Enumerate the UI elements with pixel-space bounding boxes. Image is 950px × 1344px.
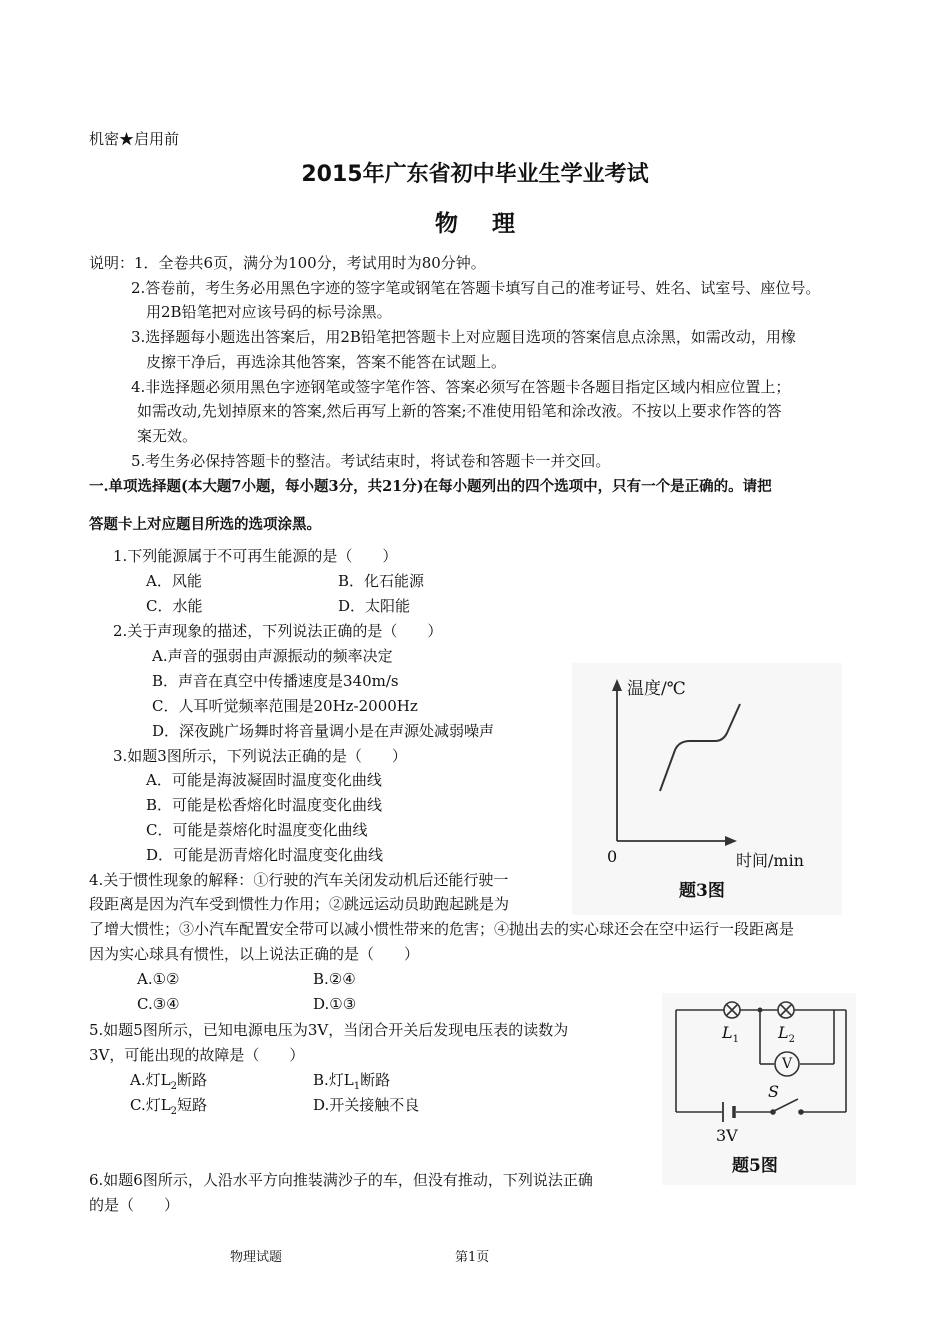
fig5-label-l1: $L_1$ [722, 1023, 739, 1046]
question-1-stem: 1.下列能源属于不可再生能源的是（ ） [113, 547, 398, 565]
instruction-line: 5.考生务必保持答题卡的整洁。考试结束时，将试卷和答题卡一并交回。 [131, 452, 611, 470]
q3-option-b: B．可能是松香熔化时温度变化曲线 [146, 796, 383, 814]
q2-option-c: C．人耳听觉频率范围是20Hz-2000Hz [152, 697, 418, 715]
q5-option-a: A.灯$L_2$断路 [130, 1071, 207, 1092]
question-4-stem: 因为实心球具有惯性，以上说法正确的是（ ） [89, 945, 420, 963]
q1-option-a: A．风能 [146, 572, 202, 590]
fig5-caption: 题5图 [732, 1156, 778, 1176]
y-axis-arrow [612, 679, 622, 691]
q4-option-b: B.②④ [313, 970, 356, 988]
x-axis-arrow [725, 836, 737, 846]
instruction-line: 4.非选择题必须用黑色字迹钢笔或签字笔作答、答案必须写在答题卡各题目指定区域内相应位置上； [131, 378, 791, 396]
fig3-origin: 0 [607, 847, 618, 866]
temperature-curve [660, 704, 740, 791]
question-5-stem: 5.如题5图所示，已知电源电压为3V，当闭合开关后发现电压表的读数为 [89, 1021, 569, 1039]
confidential-mark: 机密★启用前 [89, 130, 180, 148]
q2-option-d: D．深夜跳广场舞时将音量调小是在声源处减弱噪声 [152, 722, 495, 740]
fig3-ylabel: 温度/℃ [627, 679, 686, 699]
section-heading: 答题卡上对应题目所选的选项涂黑。 [89, 516, 321, 533]
q4-option-a: A.①② [137, 970, 180, 988]
fig5-label-v: V [782, 1056, 793, 1072]
instruction-line: 说明：1．全卷共6页，满分为100分，考试用时为80分钟。 [89, 254, 486, 272]
question-5-stem: 3V，可能出现的故障是（ ） [89, 1046, 305, 1064]
question-2-stem: 2.关于声现象的描述，下列说法正确的是（ ） [113, 622, 443, 640]
q2-option-b: B．声音在真空中传播速度是340m/s [152, 672, 399, 690]
figure-3 [572, 663, 842, 915]
fig5-label-s: S [768, 1082, 779, 1101]
question-3-stem: 3.如题3图所示，下列说法正确的是（ ） [113, 747, 407, 765]
fig5-label-l2: $L_2$ [778, 1023, 795, 1046]
q5-option-c: C.灯$L_2$短路 [130, 1096, 208, 1117]
figure-5 [662, 993, 856, 1185]
q5-option-d: D.开关接触不良 [313, 1096, 420, 1114]
instruction-line: 皮擦干净后，再选涂其他答案，答案不能答在试题上。 [146, 353, 507, 371]
q3-option-c: C．可能是萘熔化时温度变化曲线 [146, 821, 368, 839]
question-4-stem: 了增大惯性；③小汽车配置安全带可以减小惯性带来的危害；④抛出去的实心球还会在空中运行一段距离是 [89, 920, 795, 938]
fig3-xlabel: 时间/min [736, 851, 804, 870]
footer-subject: 物理试题 [230, 1250, 283, 1265]
q4-option-d: D.①③ [313, 995, 357, 1013]
fig5-label-voltage: 3V [716, 1126, 738, 1145]
q4-option-c: C.③④ [137, 995, 180, 1013]
question-6-stem: 6.如题6图所示，人沿水平方向推装满沙子的车，但没有推动，下列说法正确 [89, 1171, 593, 1189]
q3-option-d: D．可能是沥青熔化时温度变化曲线 [146, 846, 384, 864]
instruction-line: 如需改动,先划掉原来的答案,然后再写上新的答案;不准使用铅笔和涂改液。不按以上要求作答的答 [137, 402, 782, 420]
q2-option-a: A.声音的强弱由声源振动的频率决定 [152, 647, 393, 665]
section-heading: 一.单项选择题(本大题7小题，每小题3分，共21分)在每小题列出的四个选项中，只有一个是正确的。请把 [89, 478, 772, 495]
question-4-stem: 段距离是因为汽车受到惯性力作用；②跳远运动员助跑起跳是为 [89, 895, 510, 913]
instruction-line: 3.选择题每小题选出答案后，用2B铅笔把答题卡上对应题目选项的答案信息点涂黑，如需改动，用橡 [131, 328, 796, 346]
question-6-stem: 的是（ ） [89, 1196, 180, 1214]
footer-page-number: 第1页 [455, 1250, 490, 1265]
instruction-line: 用2B铅笔把对应该号码的标号涂黑。 [146, 303, 392, 321]
q1-option-c: C．水能 [146, 597, 203, 615]
exam-title: 2015年广东省初中毕业生学业考试 [301, 162, 649, 187]
subject-title: 物理 [435, 211, 549, 237]
q3-option-a: A．可能是海波凝固时温度变化曲线 [146, 771, 382, 789]
q1-option-b: B．化石能源 [338, 572, 425, 590]
q1-option-d: D．太阳能 [338, 597, 411, 615]
q5-option-b: B.灯$L_1$断路 [313, 1071, 391, 1092]
fig3-caption: 题3图 [679, 881, 725, 901]
instruction-line: 案无效。 [137, 427, 198, 445]
question-4-stem: 4.关于惯性现象的解释：①行驶的汽车关闭发动机后还能行驶一 [89, 871, 509, 889]
instruction-line: 2.答卷前，考生务必用黑色字迹的签字笔或钢笔在答题卡填写自己的准考证号、姓名、试室号、座位号。 [131, 279, 821, 297]
